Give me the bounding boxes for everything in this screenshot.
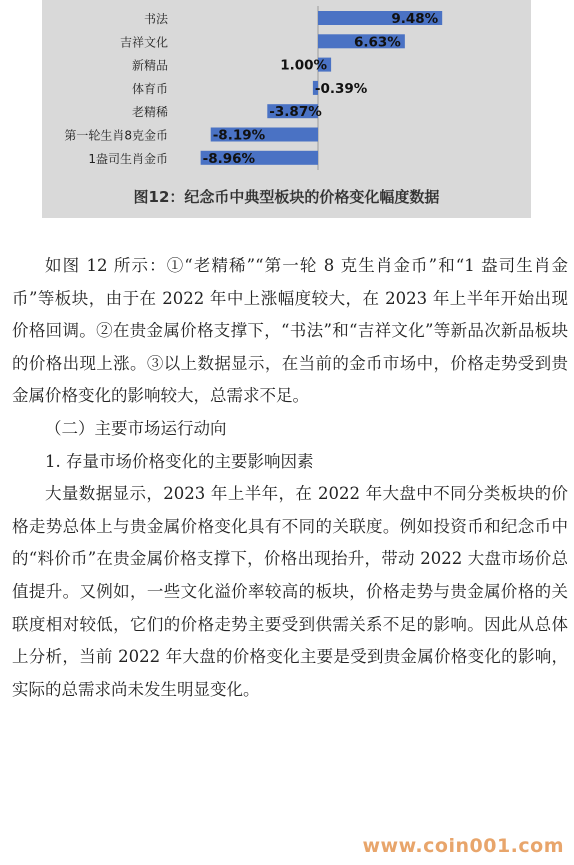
category-label: 新精品 [131, 58, 168, 73]
bar-chart [42, 0, 531, 180]
chart-title: 图12：纪念币中典型板块的价格变化幅度数据 [133, 188, 440, 206]
value-label: -8.96% [202, 150, 256, 167]
article-body [12, 250, 568, 706]
category-label: 体育币 [131, 81, 168, 96]
chart-figure [42, 0, 531, 218]
paragraph-figure-analysis: 如图 12 所示：①“老精稀”“第一轮 8 克生肖金币”和“1 盎司生肖金币”等板块，由于在 2022 年中上涨幅度较大，在 2023 年上半年开始出现价格回调。②在贵金属价格支撑下，“书法”和“吉祥文化”等新品次新品板块的价格出现上涨。③以上数据显示，在当前的金币市场中，价格走势受到贵金属价格变化的影响较大，总需求不足。 [12, 256, 568, 406]
section-heading: （二）主要市场运行动向 [45, 418, 227, 438]
value-label: -0.39% [314, 80, 368, 97]
category-label: 1盎司生肖金币 [88, 151, 168, 166]
category-label: 书法 [143, 12, 168, 26]
value-label: 1.00% [280, 57, 328, 74]
value-label: 9.48% [391, 11, 439, 27]
subsection-heading: 1. 存量市场价格变化的主要影响因素 [45, 451, 314, 471]
value-label: -8.19% [212, 127, 266, 144]
site-watermark: www.coin001.com [362, 835, 564, 857]
category-label: 第一轮生肖8克金币 [64, 128, 168, 143]
value-label: -3.87% [269, 104, 322, 121]
value-label: 6.63% [354, 34, 401, 51]
category-label: 老精稀 [131, 105, 168, 120]
paragraph-price-factors: 大量数据显示，2023 年上半年，在 2022 年大盘中不同分类板块的价格走势总体上与贵金属价格变化具有不同的关联度。例如投资币和纪念币中的“料价币”在贵金属价格支撑下，价格出现抬升，带动 2022 大盘市场价总值提升。又例如，一些文化溢价率较高的板块，价格走势与贵金属价格的关联度相对较低，它们的价格走势主要受到供需关系不足的影响。因此从总体上分析，当前 2022 年大盘的价格变化主要是受到贵金属价格变化的影响，实际的总需求尚未发生明显变化。 [12, 484, 568, 699]
category-label: 吉祥文化 [119, 35, 168, 50]
